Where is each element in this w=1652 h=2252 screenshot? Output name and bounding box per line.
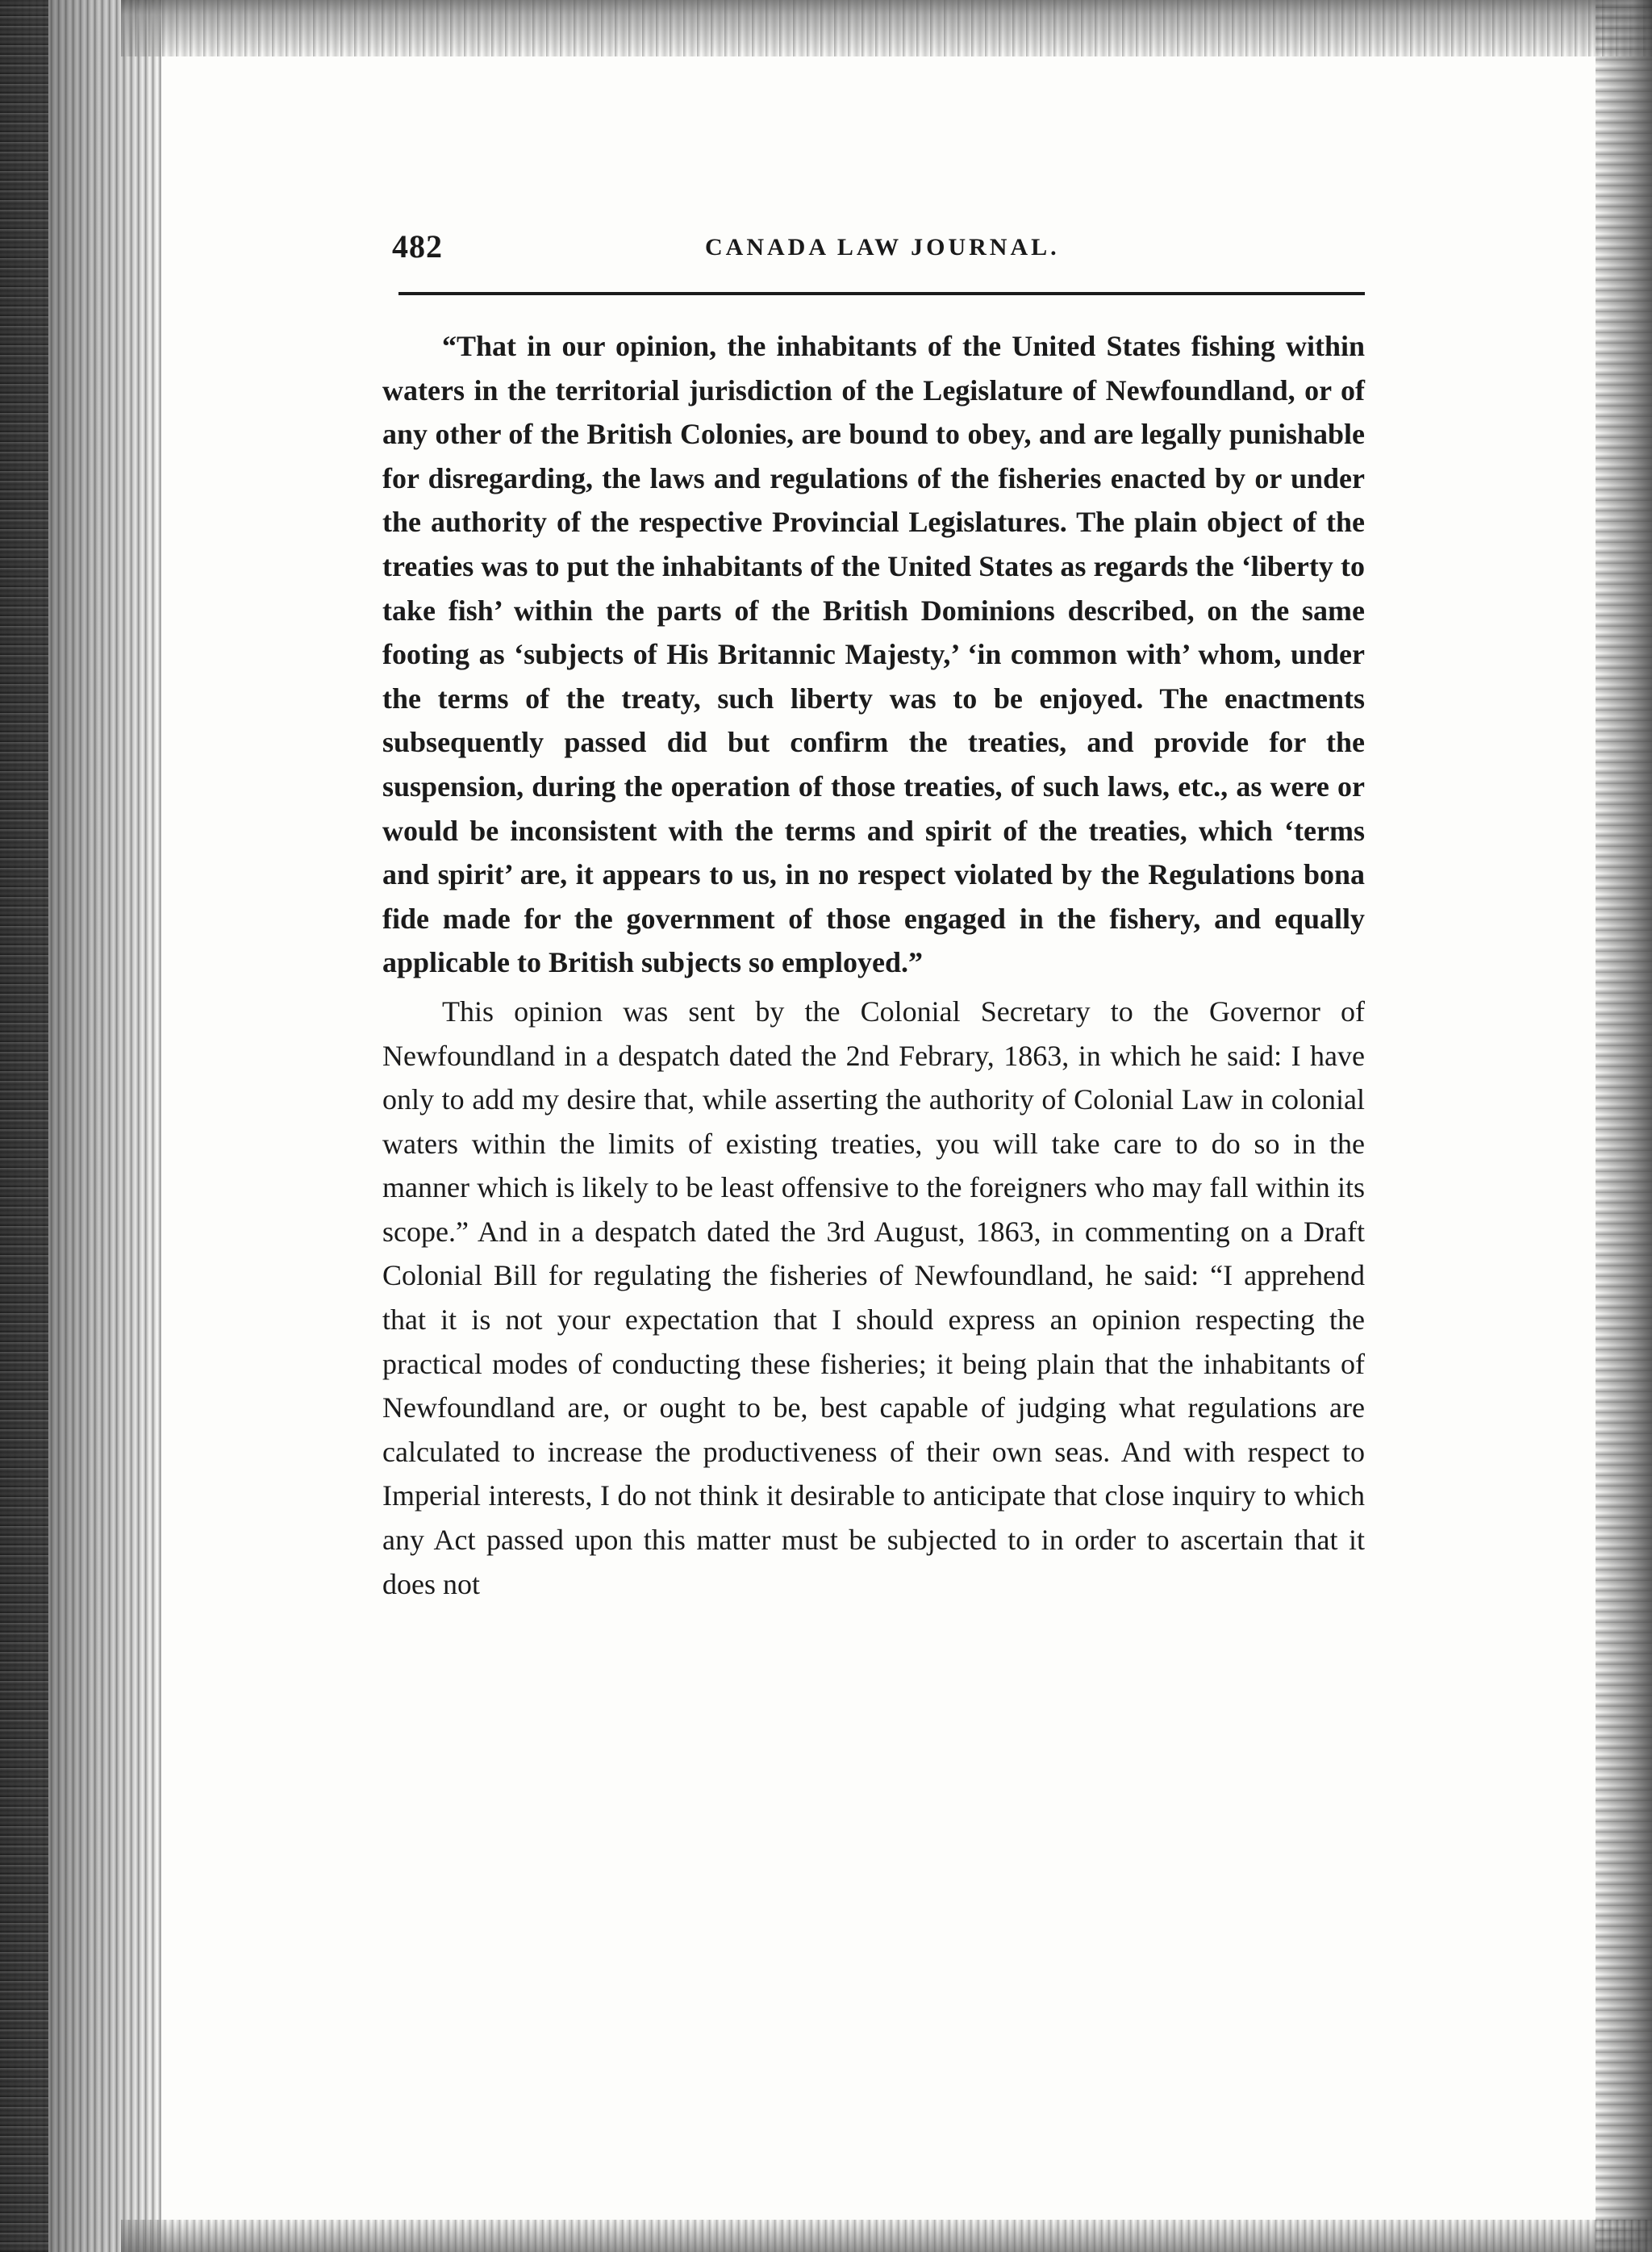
scan-edge-top [121, 0, 1652, 56]
body-text [382, 324, 1365, 1606]
page-number: 482 [392, 228, 443, 265]
header-rule [398, 292, 1365, 295]
page-header [392, 227, 1365, 276]
scan-binding-shadow [0, 0, 48, 2252]
scan-edge-right [1596, 0, 1652, 2252]
scan-edge-bottom [121, 2220, 1652, 2252]
body-paragraph: This opinion was sent by the Colonial Secretary to the Governor of Newfoundland in a despatch dated the 2nd Febrary, 1863, in which he said: I have only to add my desire that, while asserting the authority of Colonial Law in colonial waters within the limits of existing treaties, you will take care to do so in the manner which is likely to be least offensive to the foreigners who may fall within its scope.” And in a despatch dated the 3rd August, 1863, in commenting on a Draft Colonial Bill for regulating the fisheries of Newfoundland, he said: “I apprehend that it is not your expectation that I should express an opinion respecting the practical modes of conducting these fisheries; it being plain that the inhabitants of Newfoundland are, or ought to be, best capable of judging what regulations are calculated to increase the productiveness of their own seas. And with respect to Imperial interests, I do not think it desirable to anticipate that close inquiry to which any Act passed upon this matter must be subjected to in order to ascertain that it does not [382, 995, 1365, 1600]
running-title: CANADA LAW JOURNAL. [705, 234, 1060, 261]
quoted-opinion-paragraph: “That in our opinion, the inhabitants of the United States fishing within waters in the territorial jurisdiction of the Legislature of Newfoundland, or of any other of the British Colonies, are bound to obey, and are legally punishable for disregarding, the laws and regulations of the fisheries enacted by or under the authority of the respective Provincial Legislatures. The plain object of the treaties was to put the inhabitants of the United States as regards the ‘liberty to take fish’ within the parts of the British Dominions described, on the same footing as ‘subjects of His Britannic Majesty,’ ‘in common with’ whom, under the terms of the treaty, such liberty was to be enjoyed. The enactments subsequently passed did but confirm the treaties, and provide for the suspension, during the operation of those treaties, of such laws, etc., as were or would be inconsistent with the terms and spirit of the treaties, which ‘terms and spirit’ are, it appears to us, in no respect violated by the Regulations bona fide made for the government of those engaged in the fishery, and equally applicable to British subjects so employed.” [382, 330, 1365, 979]
